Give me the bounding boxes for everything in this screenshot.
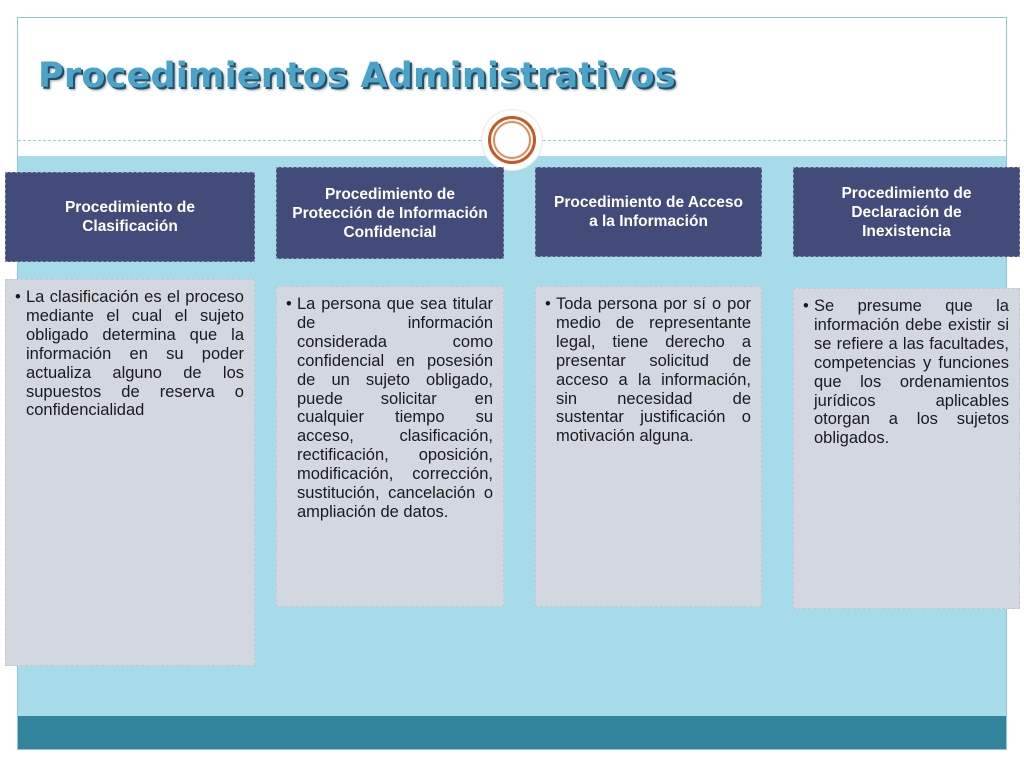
column-body-inexistencia (793, 288, 1020, 609)
bullet-icon: • (286, 295, 292, 313)
column-body-clasificacion (5, 279, 255, 666)
column-header-label: Procedimiento de Clasificación (64, 199, 196, 235)
column-text: Toda persona por sí o por medio de representante legal, tiene derecho a presentar solicitud de acceso a la información, sin necesidad de sustentar justificación o motivación alguna. (556, 295, 751, 446)
column-header-clasificacion (5, 172, 255, 262)
list-item (286, 295, 493, 522)
column-header-label: Procedimiento de Protección de Información Confidencial (292, 185, 488, 241)
column-text: La persona que sea titular de información considerada como confidencial en posesión de un sujeto obligado, puede solicitar en cualquier tiempo su acceso, clasificación, rectificación, oposición, modificación, corrección, sustitución, cancelación o ampliación de datos. (297, 295, 493, 521)
column-header-proteccion (276, 167, 504, 259)
column-header-inexistencia (793, 167, 1020, 257)
bullet-icon: • (545, 295, 551, 313)
column-header-acceso (535, 167, 762, 257)
circle-ornament-icon (482, 110, 542, 170)
bullet-icon: • (15, 288, 21, 306)
column-header-label: Procedimiento de Declaración de Inexistencia (841, 184, 972, 240)
list-item (545, 295, 751, 446)
column-body-proteccion (276, 286, 504, 607)
column-body-acceso (535, 286, 762, 607)
column-text: La clasificación es el proceso mediante el cual el sujeto obligado determina que la información en su poder actualiza alguno de los supuestos de reserva o confidencialidad (26, 288, 244, 420)
list-item (803, 297, 1009, 448)
slide-title: Procedimientos Administrativos (38, 56, 676, 96)
footer-bar (18, 716, 1006, 749)
column-header-label: Procedimiento de Acceso a la Información (554, 194, 743, 230)
list-item (15, 288, 244, 420)
column-text: Se presume que la información debe existir si se refiere a las facultades, competencias y funciones que los ordenamientos jurídicos aplicables otorgan a los sujetos obligados. (814, 297, 1009, 448)
bullet-icon: • (803, 297, 809, 315)
